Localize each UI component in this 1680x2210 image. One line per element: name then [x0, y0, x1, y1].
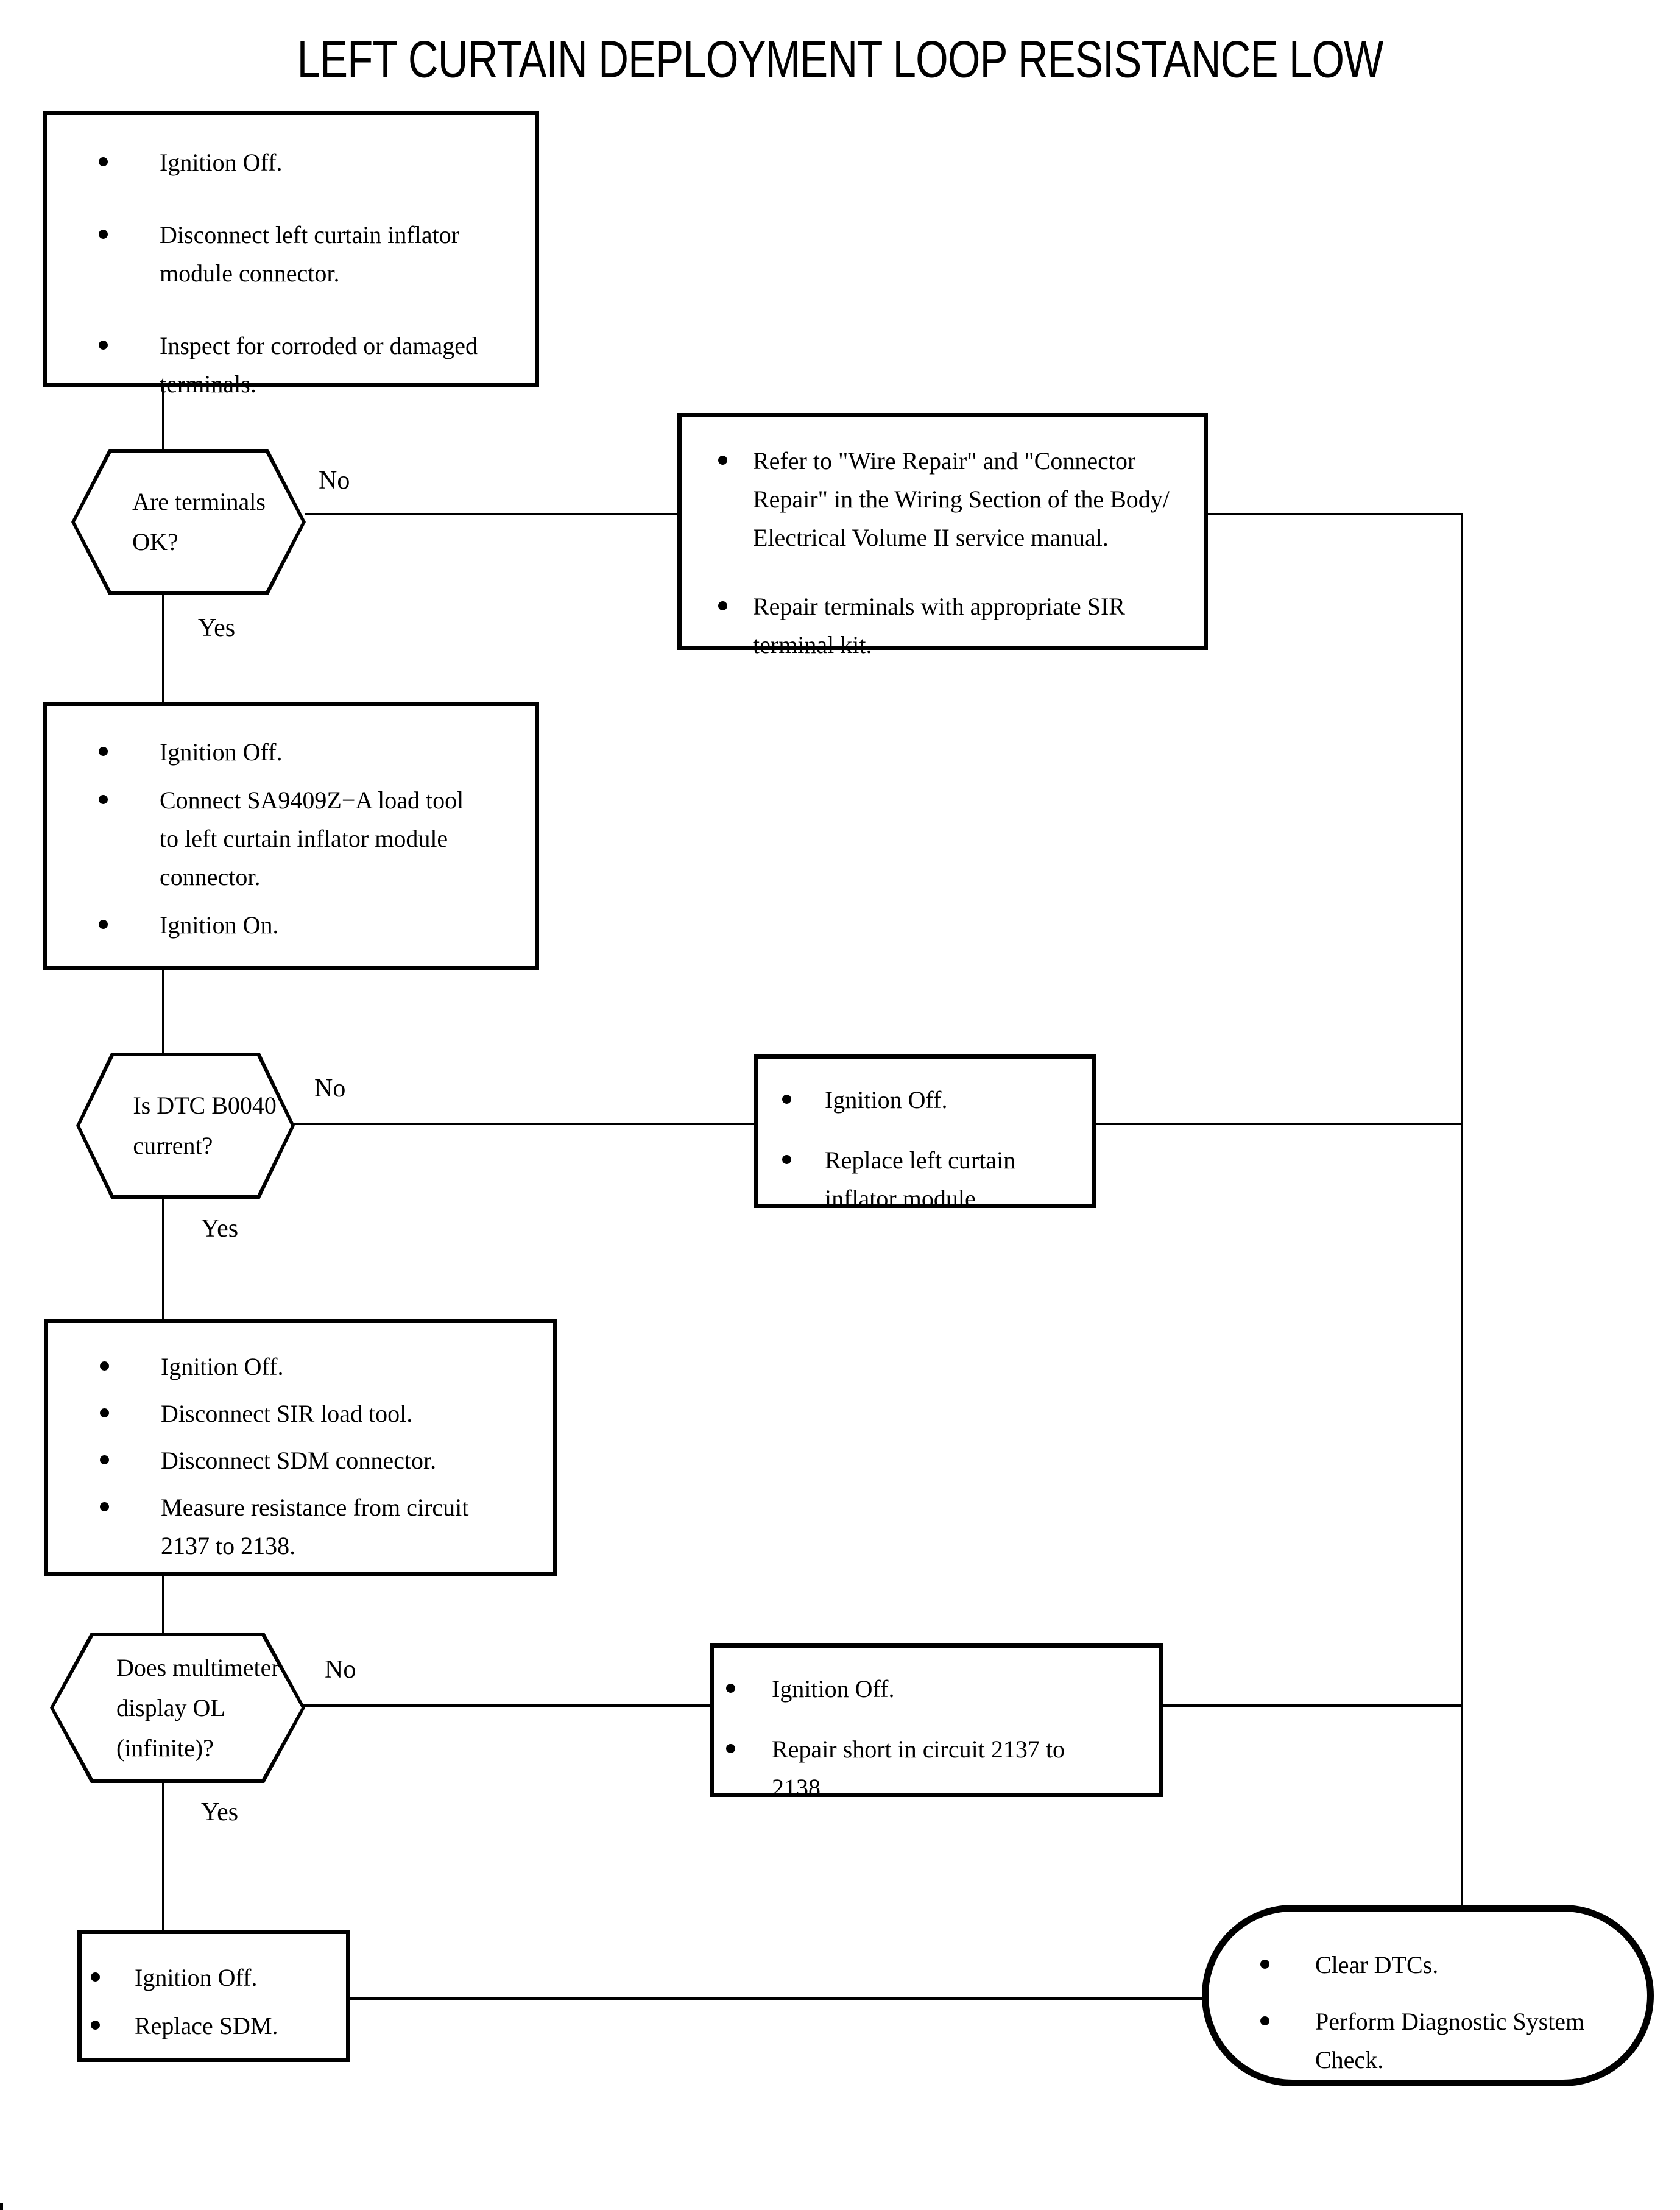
decision3-multimeter-ol [50, 1633, 305, 1783]
terminal-actions-list [1209, 1912, 1647, 2079]
bullet-item: Disconnect SDM connector. [100, 1441, 486, 1480]
decision2-dtc-b0040-current [76, 1053, 295, 1199]
connector-yes1 [162, 591, 164, 705]
scan-artifact-speck [0, 2203, 3, 2210]
bullet-item: Ignition On. [99, 906, 468, 944]
bullet-item: Connect SA9409Z−A load tool to left curtain inflator module connector. [99, 781, 468, 896]
bullet-item: Replace left curtain inflator module. [782, 1141, 1080, 1218]
step1-actions-list [47, 115, 535, 403]
connector-step3-to-decision3 [162, 1573, 164, 1636]
no1-actions-list [682, 417, 1204, 664]
decision1-terminals-ok [71, 449, 306, 595]
no3-actions-box [710, 1643, 1163, 1801]
connector-yes3 [162, 1779, 164, 1933]
connector-yes2 [162, 1195, 164, 1322]
decision1-question: Are terminals OK? [132, 488, 266, 556]
bullet-item: Refer to "Wire Repair" and "Connector Repair" in the Wiring Section of the Body/ Electrical Volume II service manual. [718, 442, 1185, 557]
no1-label: No [319, 467, 350, 495]
step4-actions-list [82, 1934, 346, 2045]
no1-actions-box [677, 413, 1208, 658]
connector-step4-to-terminal [349, 1997, 1212, 2000]
bullet-item: Perform Diagnostic System Check. [1260, 2002, 1592, 2079]
bullet-item: Measure resistance from circuit 2137 to 2138. [100, 1488, 486, 1565]
bullet-item: Disconnect left curtain inflator module connector. [99, 216, 480, 292]
connector-right-rail [1461, 513, 1463, 1907]
bullet-item: Disconnect SIR load tool. [100, 1394, 486, 1433]
step3-actions-box [44, 1319, 557, 1576]
bullet-item: Ignition Off. [726, 1670, 1080, 1708]
no2-actions-list [758, 1059, 1092, 1218]
connector-step2-to-decision2 [162, 966, 164, 1056]
yes2-label: Yes [201, 1215, 239, 1243]
step1-actions-box [43, 111, 539, 398]
bullet-item: Ignition Off. [782, 1081, 1080, 1119]
yes3-label: Yes [201, 1798, 239, 1826]
bullet-item: Replace SDM. [91, 2007, 334, 2045]
bullet-item: Ignition Off. [99, 143, 480, 182]
no2-actions-box [754, 1054, 1096, 1212]
bullet-item: Ignition Off. [99, 733, 468, 771]
page-title: LEFT CURTAIN DEPLOYMENT LOOP RESISTANCE LOW [297, 30, 1383, 88]
step2-actions-list [47, 706, 535, 944]
yes1-label: Yes [198, 614, 236, 642]
bullet-item: Ignition Off. [100, 1347, 486, 1386]
terminal-box [1202, 1905, 1654, 2086]
bullet-item: Repair terminals with appropriate SIR terminal kit. [718, 587, 1185, 664]
step3-actions-list [48, 1323, 553, 1565]
no3-actions-list [714, 1648, 1159, 1807]
no2-label: No [314, 1075, 346, 1103]
page-title-wrap [0, 29, 1680, 88]
step2-actions-box [43, 702, 539, 970]
bullet-item: Repair short in circuit 2137 to 2138. [726, 1730, 1080, 1807]
bullet-item: Ignition Off. [91, 1958, 334, 1997]
step4-actions-box [77, 1930, 350, 2062]
bullet-item: Clear DTCs. [1260, 1946, 1592, 1984]
decision3-question: Does multimeter display OL (infinite)? [116, 1653, 280, 1762]
bullet-item: Inspect for corroded or damaged terminals. [99, 327, 480, 403]
decision2-question: Is DTC B0040 current? [133, 1092, 277, 1159]
no3-label: No [325, 1656, 356, 1684]
